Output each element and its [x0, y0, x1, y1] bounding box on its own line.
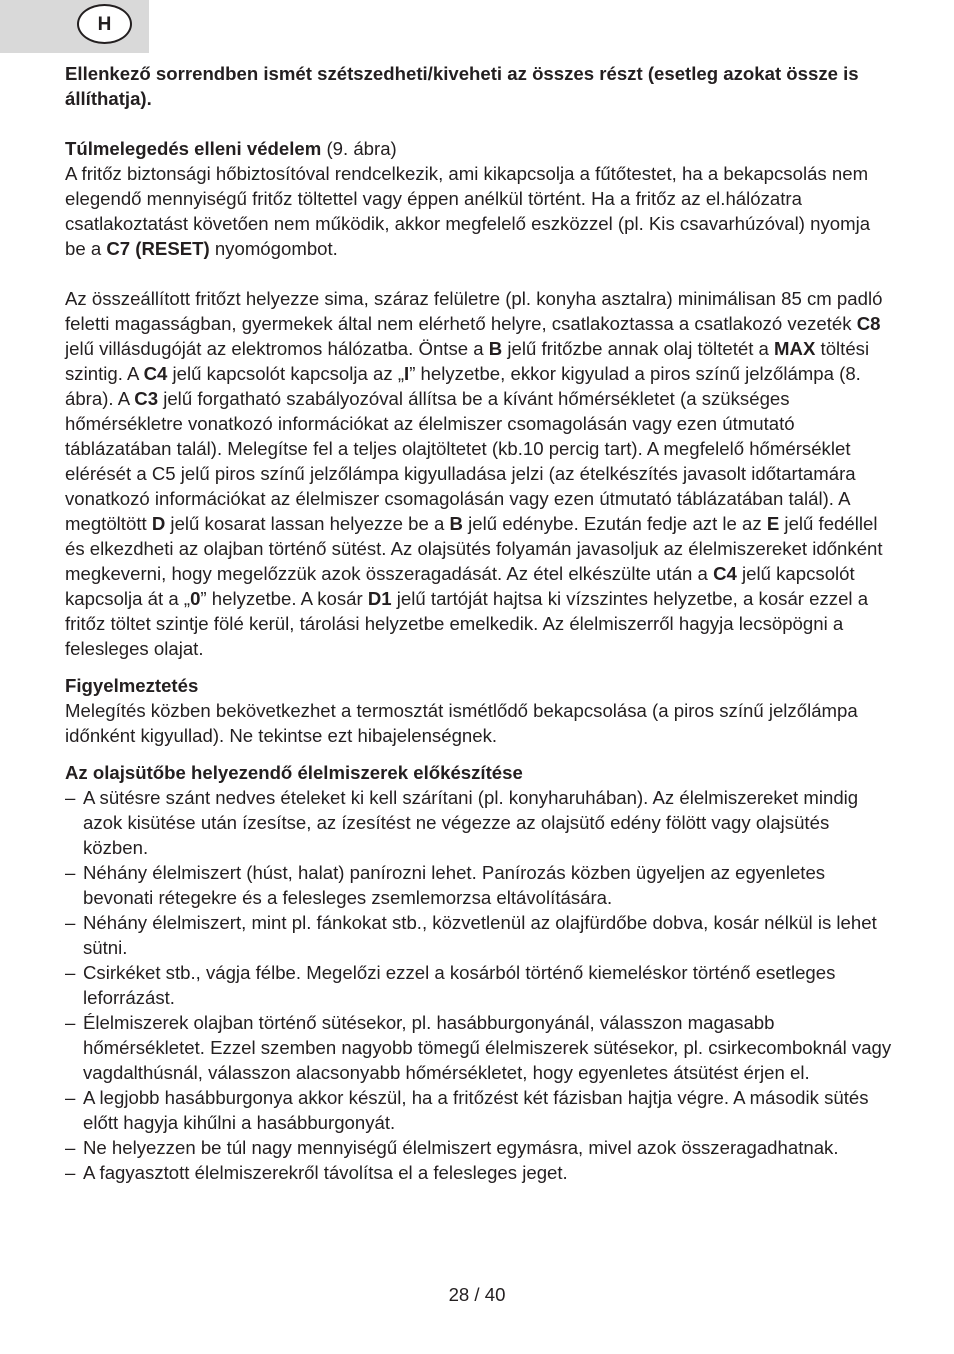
- list-item: – A sütésre szánt nedves ételeket ki kell szárítani (pl. konyharuhában). Az élelmiszereket mindig azok kisütése után ízesítse, az ízesítést ne végezze az olajsütő edény fölött vagy olajsütés közben.: [65, 787, 859, 858]
- language-badge: H: [77, 4, 132, 44]
- warning-paragraph: Melegítés közben bekövetkezhet a termosztát ismétlődő bekapcsolása (a piros színű jelzőlámpa időnként kigyullad). Ne tekintse ezt hibajelenségnek.: [65, 700, 858, 746]
- overheat-heading-line: Túlmelegedés elleni védelem (9. ábra): [65, 138, 397, 159]
- list-item: – Ne helyezzen be túl nagy mennyiségű élelmiszert egymásra, mivel azok összeragadhatnak.: [65, 1137, 839, 1158]
- language-tab: [0, 0, 149, 53]
- list-item: – Élelmiszerek olajban történő sütésekor, pl. hasábburgonyánál, válasszon magasabb hőmérsékletet. Ezzel szemben nagyobb tömegű élelmiszerek sütésekor, pl. csirkecomboknál vagy vagdalthúsnál, válasszon alacsonyabb hőmérsékletet, hogy egyenletes átsütést érjen el.: [65, 1012, 892, 1083]
- list-item: – Néhány élelmiszert (húst, halat) panírozni lehet. Panírozás közben ügyeljen az egyenletes bevonati rétegekre és a felesleges zsemlemorzsa eltávolítására.: [65, 862, 826, 908]
- list-item: – A legjobb hasábburgonya akkor készül, ha a fritőzést két fázisban hajtja végre. A második sütés előtt hagyja kihűlni a hasábburgonyát.: [65, 1087, 869, 1133]
- prep-heading: Az olajsütőbe helyezendő élelmiszerek előkészítése: [65, 762, 523, 783]
- prep-list: [65, 785, 895, 1185]
- list-item: – A fagyasztott élelmiszerekről távolítsa el a felesleges jeget.: [65, 1162, 568, 1183]
- list-item: – Csirkéket stb., vágja félbe. Megelőzi ezzel a kosárból történő kiemeléskor történő esetleges leforrázást.: [65, 962, 836, 1008]
- intro-paragraph: Ellenkező sorrendben ismét szétszedheti/kiveheti az összes részt (esetleg azokat össze is állíthatja).: [65, 63, 859, 109]
- list-item: – Néhány élelmiszert, mint pl. fánkokat stb., közvetlenül az olajfürdőbe dobva, kosár nélkül is lehet sütni.: [65, 912, 877, 958]
- page-content: [65, 61, 895, 1185]
- page-number: 28 / 40: [448, 1284, 506, 1305]
- usage-paragraph: Az összeállított fritőzt helyezze sima, száraz felületre (pl. konyha asztalra) minimálisan 85 cm padló feletti magasságban, gyermekek által nem elérhető helyre, csatlakoztassa a csatlakozó vezeték C8 jelű villásdugóját az elektromos hálózatba. Öntse a B jelű fritőzbe annak olaj töltetét a MAX töltési szintig. A C4 jelű kapcsolót kapcsolja az „I” helyzetbe, ekkor kigyulad a piros színű jelzőlámpa (8. ábra). A C3 jelű forgatható szabályozóval állítsa be a kívánt hőmérsékletet (a szükséges hőmérsékletre vonatkozó információkat az élelmiszer csomagolásán vagy ezen útmutató táblázatában talál). Melegítse fel a teljes olajtöltetet (kb.10 percig tart). A megfelelő hőmérséklet elérését a C5 jelű piros színű jelzőlámpa kigyulladása jelzi (az ételkészítés javasolt időtartamára vonatkozó információkat az élelmiszer csomagolásán vagy ezen útmutató táblázatában talál). A megtöltött D jelű kosarat lassan helyezze be a B jelű edénybe. Ezután fedje azt le az E jelű fedéllel és elkezdheti az olajban történő sütést. Az olajsütés folyamán javasoljuk az élelmiszereket időnként megkeverni, hogy megelőzzük azok összeragadását. Az étel elkészülte után a C4 jelű kapcsolót kapcsolja át a „0” helyzetbe. A kosár D1 jelű tartóját hajtsa ki vízszintes helyzetbe, a kosár ezzel a fritőz töltet szintje fölé kerül, tárolási helyzetbe emelkedik. Az élelmiszerről hagyja lecsöpögni a felesleges olajat.: [65, 288, 883, 659]
- overheat-heading: Túlmelegedés elleni védelem: [65, 138, 322, 159]
- warning-heading: Figyelmeztetés: [65, 675, 199, 696]
- overheat-paragraph: A fritőz biztonsági hőbiztosítóval rendcelkezik, ami kikapcsolja a fűtőtestet, ha a bekapcsolás nem elegendő mennyiségű fritőz töltettel vagy éppen anélkül történt. Ha a fritőz az el.hálózatra csatlakoztatást követően nem működik, akkor megfelelő eszközzel (pl. Kis csavarhúzóval) nyomja be a C7 (RESET) nyomógombot.: [65, 163, 871, 259]
